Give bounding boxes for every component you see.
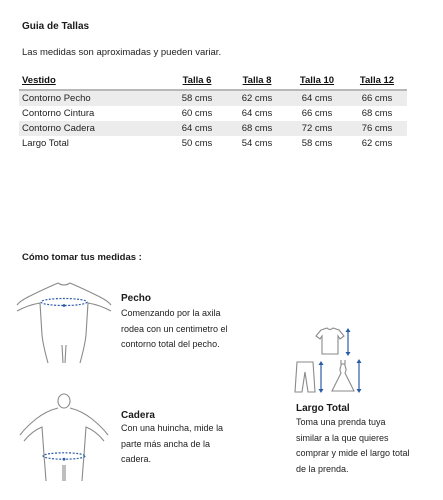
table-cell: 64 cms <box>287 90 347 106</box>
dress-length-icon <box>329 358 365 394</box>
how-to-title: Cómo tomar tus medidas : <box>22 252 142 263</box>
header-size-8: Talla 8 <box>227 72 287 90</box>
pecho-line: Comenzando por la axila <box>121 308 221 318</box>
largo-line: comprar y mide el largo total <box>296 448 410 458</box>
page-title: Guia de Tallas <box>22 21 90 32</box>
table-cell: 66 cms <box>347 90 407 106</box>
table-cell: 72 cms <box>287 121 347 136</box>
largo-text <box>296 415 410 477</box>
table-header-row <box>19 72 407 90</box>
table-cell: 60 cms <box>167 106 227 121</box>
shirt-length-icon <box>312 327 356 357</box>
pecho-line: contorno total del pecho. <box>121 339 220 349</box>
table-cell: 58 cms <box>167 90 227 106</box>
table-row <box>19 121 407 136</box>
pants-length-icon <box>293 360 329 394</box>
table-row <box>19 136 407 151</box>
table-row <box>19 106 407 121</box>
size-table <box>19 72 407 151</box>
cadera-heading: Cadera <box>121 410 155 421</box>
cadera-text <box>121 421 223 468</box>
table-cell: 54 cms <box>227 136 287 151</box>
largo-line: Toma una prenda tuya <box>296 417 386 427</box>
body-hip-figure-icon <box>18 393 110 483</box>
row-label: Contorno Pecho <box>19 90 167 106</box>
table-cell: 50 cms <box>167 136 227 151</box>
largo-heading: Largo Total <box>296 403 350 414</box>
cadera-line: Con una huincha, mide la <box>121 423 224 433</box>
pecho-heading: Pecho <box>121 293 152 304</box>
largo-line: de la prenda. <box>296 463 349 474</box>
row-label: Contorno Cadera <box>19 121 167 136</box>
pecho-line: rodea con un centimetro el <box>121 323 228 334</box>
header-size-12: Talla 12 <box>347 72 407 90</box>
table-cell: 68 cms <box>347 106 407 121</box>
table-cell: 62 cms <box>227 90 287 106</box>
body-chest-figure-icon <box>14 275 114 365</box>
table-cell: 64 cms <box>167 121 227 136</box>
cadera-line: parte más ancha de la <box>121 438 211 449</box>
header-size-10: Talla 10 <box>287 72 347 90</box>
row-label: Contorno Cintura <box>19 106 167 121</box>
header-size-6: Talla 6 <box>167 72 227 90</box>
pecho-text <box>121 306 228 353</box>
cadera-line: cadera. <box>121 454 152 464</box>
largo-line: similar a la que quieres <box>296 432 389 443</box>
table-cell: 64 cms <box>227 106 287 121</box>
disclaimer-note: Las medidas son aproximadas y pueden variar. <box>22 47 222 58</box>
table-cell: 58 cms <box>287 136 347 151</box>
table-cell: 76 cms <box>347 121 407 136</box>
table-cell: 62 cms <box>347 136 407 151</box>
row-label: Largo Total <box>19 136 167 151</box>
header-garment: Vestido <box>19 72 167 90</box>
table-row <box>19 90 407 106</box>
table-cell: 68 cms <box>227 121 287 136</box>
table-cell: 66 cms <box>287 106 347 121</box>
